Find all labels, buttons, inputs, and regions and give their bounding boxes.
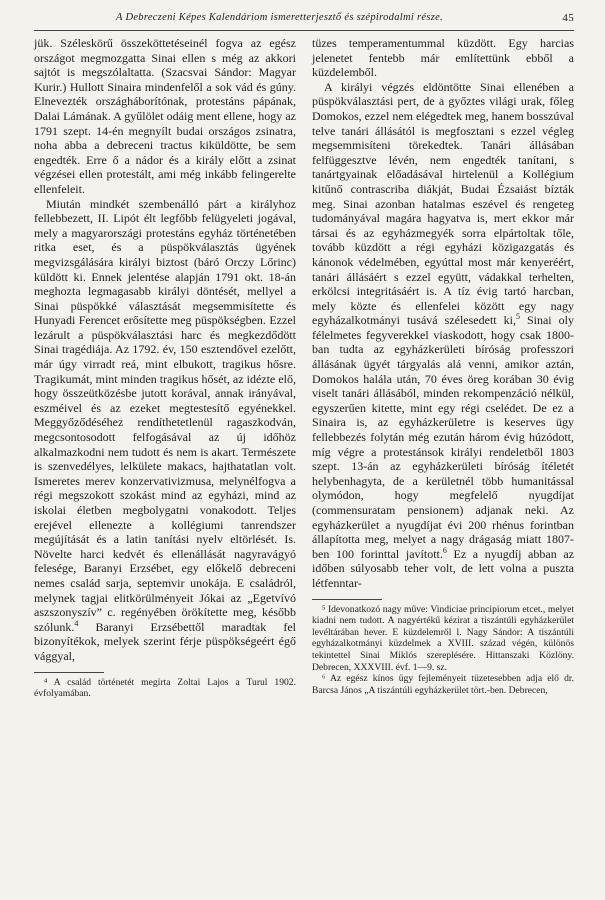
right-paragraph-2-tail: Sinai oly félelmetes fegyverekkel viaskodott, hogy csak 1800-ban tudta az egyházkerületi bíróság professzori állásának ügyét tárgyalás alá venni, amikor aztán, Domokos halála után, 70 éves öreg korában 30 évig viselt tanári állásából, minden rekompenzáció nélkül, egyszerűen kitette, mint egy régi cselédet. De ez a Sinaira is, az egyházkerületre is keserves ügy fellebbezés folytán még ezután három évig húzódott, míg végre a protestánsok királyi rendeletből 1803 szept. 13-án az egyházkerületi bíróság ítéletét helybenhagyta, de a kerületnél több humanitással olymódon, hogy megfelelő nyugdíjat (commensuratam pensionem) adjanak neki. Az egyházkerület a nyugdíjat évi 200 rhénus forintban állapította meg, melyet a nagy drágaság miatt 1807-ben 100 forinttal javított. xyxy=(312,313,574,561)
right-column xyxy=(312,36,574,696)
running-header xyxy=(34,12,574,28)
running-title: A Debreczeni Képes Kalendáriom ismeretterjesztő és szépirodalmi része. xyxy=(116,12,444,23)
right-paragraph-2-text: A királyi végzés eldöntötte Sinai ellenében a püspökválasztási pert, de a győztes világi urak, főleg Domokos, ezzel nem elégedtek meg, hanem bosszúval telve tanári állásától is megfosztani s ezzel végleg megsemmisíteni törekedtek. Tanári állásában felfüggesztve lévén, nem engedték tanítani, s tanártgyainak előadásával hirtelenül a Kollégium kitűnő contrascriba diákját, Budai Ézsaiást bízták meg. Sinai azonban hatalmas eszével és rengeteg tudományával magára hagyatva is, mert ekkor már társai és az egyházmegyék sorra elpártoltak tőle, tovább küzdött a régi egyházi közigazgatás és kánonok védelmében, egyúttal most már kenyeréért, tanári állásáért s ezzel együtt, vádakkal terhelten, erkölcsi integritásáért is. A tíz évig tartó harcban, mely közte és ellenfelei között egy nagy egyházalkotmányi tusává szélesedett ki, xyxy=(312,79,574,328)
page-number: 45 xyxy=(562,12,574,24)
footnote-6: ⁶ Az egész kínos ügy fejleményeit tüzetesebben adja elő dr. Barcsa János „A tiszántúli egyházkerület tört.-ben. Debrecen, xyxy=(312,673,574,696)
footnote-rule-left xyxy=(34,672,104,673)
header-rule xyxy=(34,30,574,31)
right-paragraph-1: tüzes temperamentummal küzdött. Egy harcias jelenetet fentebb már említettünk ebből a küzdelemből. xyxy=(312,36,574,80)
left-paragraph-1: jük. Széleskörű összeköttetéseinél fogva az egész országot megmozgatta Sinai ellen s még az akkori sajtót is megszólaltatta. (Szacsvai Sándor: Magyar Kurir.) Hullott Sinaira mindenfelől a sok vád és gúny. Elnevezték országháborítónak, protestáns pápának, Dalai Lámának. A gyűlölet odáig ment ellene, hogy az 1791 szept. 14-én megnyílt budai országos zsinatra, noha abba a debreceni tractus kiküldötte, be sem engedték. Erre ő a nádor és a király előtt a zsinat végzései ellen protestált, ami még inkább felingerelte ellenfeleit. xyxy=(34,36,296,196)
footnote-ref-6: 6 xyxy=(442,545,447,555)
left-column xyxy=(34,36,296,700)
right-paragraph-2 xyxy=(312,80,574,591)
footnote-4: ⁴ A család történetét megírta Zoltai Lajos a Turul 1902. évfolyamában. xyxy=(34,676,296,700)
footnote-ref-4: 4 xyxy=(74,618,79,628)
footnote-5: ⁵ Idevonatkozó nagy műve: Vindiciae principiorum etcet., melyet kiadni nem tudott. A nagyértékű kézirat a tiszántúli egyházkerület levéltárában hever. E küzdelemről l. Nagy Sándor: A tiszántúli egyházalkotmányi küzdelmek a XVIII. század végén, különös tekintettel Sinai Miklós szereplésére. Hittanszaki Közlöny. Debrecen, XXXVIII. évf. 1—9. sz. xyxy=(312,603,574,673)
footnote-ref-5: 5 xyxy=(515,312,520,322)
left-paragraph-2-tail: Baranyi Erzsébettől maradtak fel bizonyítékok, melyek szerint férje püspökségeért égő vággyal, xyxy=(34,619,296,663)
left-paragraph-2 xyxy=(34,197,296,664)
footnote-rule-right xyxy=(312,599,382,600)
right-paragraph-2-end: Ez a nyugdíj abban az időben súlyosabb teher volt, de lett volna a puszta létfenntar- xyxy=(312,546,574,590)
left-paragraph-2-text: Miután mindkét szembenálló párt a királyhoz fellebbezett, II. Lipót élt legfőbb felügyeleti jogával, mely a magyarországi protestáns egyház történetében ritka eset, és a püspökválasztás ügyének megvizsgálására királyi biztost (báró Orczy Lőrinc) küldött ki. Ennek jelentése alapján 1791 okt. 18-án meghozta legmagasabb királyi döntését, mellyel a Sinai püspökké választását megsemmisítette és Hunyadi Ferencet erősítette meg püspökségben. Ezzel lezárult a püspökválasztási harc és megkezdődött Sinai tragédiája. Az 1792. év, 150 esztendővel ezelőtt, már úgy virradt reá, mint elbukott, tragikus hősre. Tragikumát, mint minden tragikus hősét, az idézte elő, hogy összeütközésbe jutott korával, annak irányával, eszméivel és az ezeket megtestesítő egyénekkel. Meggyőződéséhez rendíthetetlenül ragaszkodván, megcsontosodott felfogásával az új időhöz alkalmazkodni nem tudott és nem is akart. Természete is szenvedélyes, lelkülete makacs, hajthatatlan volt. Ismeretes merev konzervativizmusa, melynélfogva a régi megszokott szokást mind az egyházi, mind az iskolai életben megbolygatni vonakodott. Teljes erejével ellenezte a kollégiumi tanrendszer megújítását és a latin tanítási nyelv eltörlését. Is. Növelte harci kedvét és ellenállását nagyravágyó felesége, Baranyi Erzsébet, egy előkelő debreceni nemes család sarja, septemvir unokája. E családról, melynek tagjai elitkörülményeit Jókai az „Egetvívó aszszonyszív” c. regényében örökítette meg, később szólunk. xyxy=(34,196,296,634)
